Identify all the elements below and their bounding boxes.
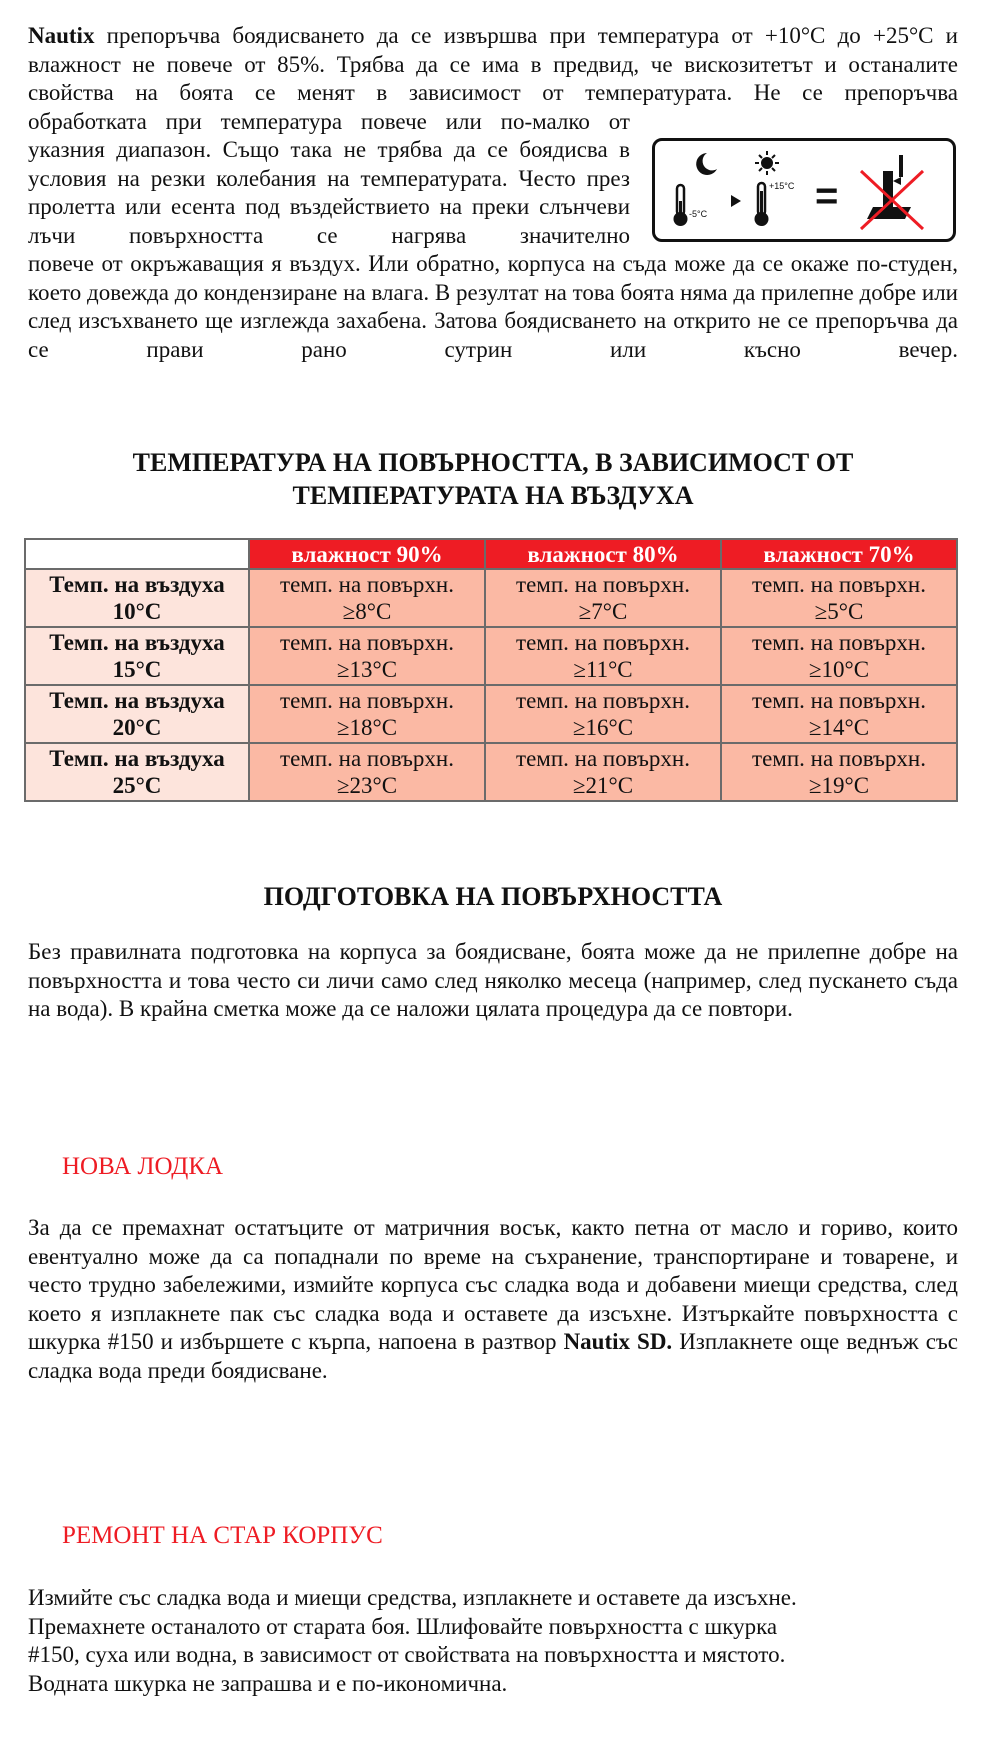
new-boat-text-b: Изплакнете още веднъж със сладка вода преди боядисване. [28, 1329, 959, 1383]
intro-text-beside-icon: обработката при температура повече или по-малко от указния диапазон. Също така не трябва да се боядисва в условия на резки колебания на температурата. Често през пролетта или есента под въздействието на преки слънчеви лъчи повърхността се нагрява значително [28, 108, 630, 248]
old-hull-title: РЕМОНТ НА СТАР КОРПУС [62, 1522, 383, 1549]
table-cell: темп. на повърхн. ≥18°C [249, 685, 485, 743]
intro-first-lines [28, 22, 958, 108]
temperature-table [24, 538, 958, 802]
row-header-air-temp: Темп. на въздуха 15°C [25, 627, 249, 685]
table-corner-cell [25, 539, 249, 569]
temperature-warning-pictogram [652, 138, 956, 242]
table-cell: темп. на повърхн. ≥8°C [249, 569, 485, 627]
old-hull-line: Измийте със сладка вода и миещи средства, изплакнете и оставете да изсъхне. [28, 1585, 797, 1610]
crossed-brush-icon [861, 155, 923, 229]
row-header-air-temp: Темп. на въздуха 25°C [25, 743, 249, 801]
product-name: Nautix SD. [563, 1329, 673, 1354]
moon-icon [696, 153, 717, 175]
new-boat-paragraph [28, 1214, 958, 1385]
low-temp-label: -5°C [689, 209, 708, 219]
surface-prep-title: ПОДГОТОВКА НА ПОВЪРХНОСТТА [263, 882, 723, 911]
table-cell: темп. на повърхн. ≥7°C [485, 569, 721, 627]
table-cell: темп. на повърхн. ≥10°C [721, 627, 957, 685]
table-row [25, 569, 957, 627]
table-cell: темп. на повърхн. ≥13°C [249, 627, 485, 685]
table-header-row [25, 539, 957, 569]
table-cell: темп. на повърхн. ≥23°C [249, 743, 485, 801]
table-title: ТЕМПЕРАТУРА НА ПОВЪРНОСТТА, В ЗАВИСИМОСТ ОТ ТЕМПЕРАТУРАТА НА ВЪЗДУХА [132, 448, 854, 510]
new-boat-title: НОВА ЛОДКА [62, 1153, 224, 1180]
old-hull-line: Премахнете останалото от старата боя. Шлифовайте повърхността с шкурка [28, 1613, 778, 1639]
row-header-air-temp: Темп. на въздуха 20°C [25, 685, 249, 743]
intro-text-first: препоръчва боядисването да се извършва при температура от +10°C до +25°C и влажност не повече от 85%. Трябва да се има в предвид, че вискозитетът и останалите свойства на боята се менят в зависимост от температурата. Не се препоръчва [28, 23, 958, 105]
table-cell: темп. на повърхн. ≥14°C [721, 685, 957, 743]
high-temp-label: +15°C [769, 181, 795, 191]
equals-sign: = [815, 174, 839, 218]
table-cell: темп. на повърхн. ≥21°C [485, 743, 721, 801]
table-cell: темп. на повърхн. ≥19°C [721, 743, 957, 801]
row-header-air-temp: Темп. на въздуха 10°C [25, 569, 249, 627]
pictogram-svg [655, 141, 953, 239]
old-hull-line: Водната шкурка не запрашва и е по-икономична. [28, 1670, 508, 1696]
new-boat-text-a: За да се премахнат остатъците от матричния восък, както петна от масло и гориво, които евентуално може да са попаднали по време на съхранение, транспортиране и товарене, и често трудно забележими, измийте корпуса със сладка вода и добавени миещи средства, след което я изплакнете пак със сладка вода и оставете да изсъхне. Изтъркайте повърхността с шкурка #150 и избършете с кърпа, напоена в разтвор [28, 1215, 958, 1354]
thermometer-high-icon [755, 183, 769, 226]
table-row [25, 743, 957, 801]
header-humidity-90: влажност 90% [249, 539, 485, 569]
sun-icon [755, 151, 779, 175]
arrow-right-icon [731, 195, 741, 207]
old-hull-paragraph [28, 1584, 958, 1698]
brand-name: Nautix [28, 23, 95, 48]
header-humidity-70: влажност 70% [721, 539, 957, 569]
table-row [25, 627, 957, 685]
table-cell: темп. на повърхн. ≥11°C [485, 627, 721, 685]
thermometer-low-icon [674, 185, 688, 226]
old-hull-line: #150, суха или водна, в зависимост от свойствата на повърхността и мястото. [28, 1642, 786, 1667]
table-cell: темп. на повърхн. ≥5°C [721, 569, 957, 627]
surface-prep-paragraph: Без правилната подготовка на корпуса за боядисване, боята може да не прилепне добре на повърхността и това често си личи само след няколко месеца (например, след пускането съда на вода). В крайна сметка може да се наложи цялата процедура да се повтори. [28, 939, 958, 1021]
intro-text-rest: повече от окръжаващия я въздух. Или обратно, корпуса на съда може да се окаже по-студен, което довежда до кондензиране на влага. В резултат на това боята няма да прилепне добре или след изсъхването ще изглежда захабена. Затова боядисването на открито не се препоръчва да се прави рано сутрин или късно вечер. [28, 251, 958, 362]
header-humidity-80: влажност 80% [485, 539, 721, 569]
table-row [25, 685, 957, 743]
table-cell: темп. на повърхн. ≥16°C [485, 685, 721, 743]
